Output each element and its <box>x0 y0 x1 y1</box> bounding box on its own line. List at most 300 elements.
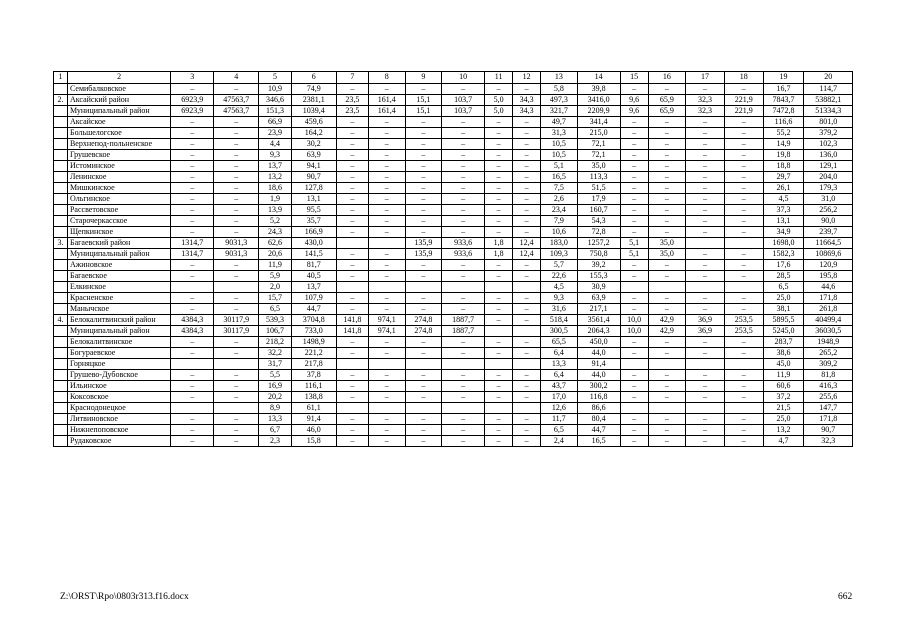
value-cell: 5,0 <box>485 95 513 106</box>
value-cell: – <box>648 425 686 436</box>
column-number-cell: 20 <box>804 72 853 84</box>
value-cell <box>369 282 406 293</box>
value-cell: – <box>442 414 485 425</box>
value-cell: – <box>405 183 442 194</box>
value-cell: 933,6 <box>442 238 485 249</box>
value-cell <box>686 359 725 370</box>
column-number-cell: 4 <box>214 72 259 84</box>
value-cell: – <box>336 293 368 304</box>
row-index-cell <box>54 348 68 359</box>
value-cell: – <box>442 436 485 447</box>
table-row <box>54 293 853 304</box>
value-cell: 107,9 <box>291 293 336 304</box>
value-cell: – <box>686 172 725 183</box>
value-cell: 10,5 <box>541 139 578 150</box>
table-row <box>54 227 853 238</box>
value-cell: – <box>620 436 648 447</box>
value-cell: – <box>405 370 442 381</box>
column-number-cell: 17 <box>686 72 725 84</box>
value-cell: 217,1 <box>577 304 620 315</box>
value-cell: – <box>214 172 259 183</box>
value-cell: 161,4 <box>369 95 406 106</box>
table-row <box>54 326 853 337</box>
value-cell: – <box>369 161 406 172</box>
value-cell: 265,2 <box>804 348 853 359</box>
value-cell: 974,1 <box>369 326 406 337</box>
value-cell: – <box>513 381 541 392</box>
value-cell: – <box>214 271 259 282</box>
value-cell: 341,4 <box>577 117 620 128</box>
value-cell <box>171 282 214 293</box>
value-cell: 539,3 <box>259 315 291 326</box>
value-cell: – <box>369 128 406 139</box>
value-cell: – <box>686 249 725 260</box>
table-head <box>54 72 853 84</box>
value-cell: – <box>405 293 442 304</box>
value-cell: – <box>171 150 214 161</box>
value-cell: 3704,8 <box>291 315 336 326</box>
value-cell: 309,2 <box>804 359 853 370</box>
value-cell: – <box>724 216 763 227</box>
value-cell: – <box>620 370 648 381</box>
table-row <box>54 161 853 172</box>
value-cell <box>686 282 725 293</box>
value-cell: 80,4 <box>577 414 620 425</box>
territory-name-cell: Багаевское <box>67 271 170 282</box>
value-cell: – <box>442 128 485 139</box>
value-cell: – <box>485 436 513 447</box>
value-cell: – <box>620 227 648 238</box>
value-cell: – <box>686 150 725 161</box>
value-cell: 32,2 <box>259 348 291 359</box>
value-cell: – <box>648 139 686 150</box>
value-cell: – <box>336 128 368 139</box>
value-cell: 44,7 <box>291 304 336 315</box>
value-cell: – <box>405 84 442 95</box>
value-cell: 416,3 <box>804 381 853 392</box>
value-cell: – <box>620 128 648 139</box>
value-cell <box>485 282 513 293</box>
value-cell: – <box>648 414 686 425</box>
value-cell: – <box>369 348 406 359</box>
value-cell: – <box>648 216 686 227</box>
territory-name-cell: Старочеркасское <box>67 216 170 227</box>
value-cell: – <box>214 227 259 238</box>
value-cell: 15,1 <box>405 95 442 106</box>
value-cell: – <box>336 249 368 260</box>
table-row <box>54 436 853 447</box>
value-cell: 102,3 <box>804 139 853 150</box>
value-cell: – <box>620 381 648 392</box>
table-row <box>54 205 853 216</box>
value-cell: – <box>620 172 648 183</box>
value-cell: 9,3 <box>259 150 291 161</box>
value-cell: – <box>513 348 541 359</box>
value-cell: 274,8 <box>405 326 442 337</box>
value-cell: – <box>485 128 513 139</box>
value-cell: – <box>171 227 214 238</box>
value-cell <box>620 282 648 293</box>
value-cell: 253,5 <box>724 326 763 337</box>
value-cell: – <box>620 337 648 348</box>
value-cell: 13,7 <box>291 282 336 293</box>
row-index-cell: 2. <box>54 95 68 106</box>
value-cell: 94,1 <box>291 161 336 172</box>
value-cell: 10,6 <box>541 227 578 238</box>
value-cell: 7,5 <box>541 183 578 194</box>
value-cell: 28,5 <box>763 271 804 282</box>
value-cell: 13,1 <box>763 216 804 227</box>
value-cell: – <box>442 139 485 150</box>
value-cell: 160,7 <box>577 205 620 216</box>
value-cell: – <box>214 293 259 304</box>
value-cell: 109,3 <box>541 249 578 260</box>
value-cell: 30117,9 <box>214 326 259 337</box>
value-cell: – <box>485 260 513 271</box>
value-cell: 217,8 <box>291 359 336 370</box>
value-cell: 221,9 <box>724 106 763 117</box>
value-cell: – <box>171 128 214 139</box>
value-cell: 1,9 <box>259 194 291 205</box>
value-cell: – <box>686 139 725 150</box>
value-cell: – <box>336 183 368 194</box>
value-cell: – <box>686 128 725 139</box>
value-cell: 23,5 <box>336 95 368 106</box>
value-cell: – <box>686 183 725 194</box>
value-cell: – <box>485 227 513 238</box>
value-cell: 34,3 <box>513 106 541 117</box>
value-cell: – <box>405 117 442 128</box>
value-cell: 38,6 <box>763 348 804 359</box>
value-cell: 5895,5 <box>763 315 804 326</box>
column-number-cell: 19 <box>763 72 804 84</box>
territory-name-cell: Муниципальный район <box>67 249 170 260</box>
value-cell: 135,9 <box>405 238 442 249</box>
data-table <box>53 71 853 447</box>
value-cell: – <box>214 414 259 425</box>
value-cell: 21,5 <box>763 403 804 414</box>
value-cell: 283,7 <box>763 337 804 348</box>
value-cell: – <box>214 128 259 139</box>
value-cell: – <box>405 425 442 436</box>
value-cell: 171,8 <box>804 414 853 425</box>
value-cell <box>442 403 485 414</box>
value-cell: – <box>648 150 686 161</box>
value-cell: 12,6 <box>541 403 578 414</box>
value-cell: – <box>686 370 725 381</box>
value-cell: 1948,9 <box>804 337 853 348</box>
value-cell <box>724 403 763 414</box>
value-cell <box>442 359 485 370</box>
table-row <box>54 381 853 392</box>
value-cell: 5,8 <box>541 84 578 95</box>
value-cell: – <box>171 293 214 304</box>
value-cell: 9031,3 <box>214 238 259 249</box>
value-cell: 37,8 <box>291 370 336 381</box>
value-cell: – <box>513 414 541 425</box>
value-cell: – <box>405 172 442 183</box>
value-cell: – <box>724 117 763 128</box>
value-cell: – <box>442 161 485 172</box>
row-index-cell <box>54 359 68 370</box>
value-cell: – <box>485 216 513 227</box>
value-cell <box>442 282 485 293</box>
territory-name-cell: Грушево-Дубовское <box>67 370 170 381</box>
value-cell: – <box>442 260 485 271</box>
value-cell: 35,7 <box>291 216 336 227</box>
value-cell <box>648 359 686 370</box>
value-cell: 9,6 <box>620 95 648 106</box>
value-cell: 31,0 <box>804 194 853 205</box>
row-index-cell <box>54 117 68 128</box>
value-cell: 136,0 <box>804 150 853 161</box>
value-cell: – <box>724 414 763 425</box>
value-cell: – <box>214 183 259 194</box>
value-cell: 141,5 <box>291 249 336 260</box>
value-cell: 35,0 <box>648 238 686 249</box>
column-number-cell: 3 <box>171 72 214 84</box>
value-cell: – <box>171 304 214 315</box>
value-cell: – <box>686 414 725 425</box>
value-cell: 5,1 <box>620 249 648 260</box>
value-cell: 7,9 <box>541 216 578 227</box>
value-cell: – <box>336 425 368 436</box>
value-cell: 61,1 <box>291 403 336 414</box>
value-cell: – <box>513 150 541 161</box>
value-cell: – <box>369 381 406 392</box>
value-cell: – <box>648 392 686 403</box>
value-cell: 13,2 <box>259 172 291 183</box>
value-cell: – <box>336 84 368 95</box>
value-cell: – <box>485 293 513 304</box>
value-cell: – <box>336 271 368 282</box>
table-row <box>54 348 853 359</box>
value-cell: – <box>513 425 541 436</box>
column-number-cell: 2 <box>67 72 170 84</box>
value-cell <box>485 403 513 414</box>
value-cell: – <box>686 381 725 392</box>
row-index-cell <box>54 271 68 282</box>
row-index-cell: 4. <box>54 315 68 326</box>
value-cell: – <box>369 414 406 425</box>
value-cell: 256,2 <box>804 205 853 216</box>
column-number-cell: 16 <box>648 72 686 84</box>
value-cell: 7472,8 <box>763 106 804 117</box>
value-cell <box>513 359 541 370</box>
value-cell: 74,9 <box>291 84 336 95</box>
value-cell: 23,4 <box>541 205 578 216</box>
territory-name-cell: Истоминское <box>67 161 170 172</box>
value-cell: 51,5 <box>577 183 620 194</box>
value-cell: 11,9 <box>763 370 804 381</box>
value-cell: – <box>442 370 485 381</box>
value-cell <box>214 282 259 293</box>
value-cell: 38,1 <box>763 304 804 315</box>
territory-name-cell: Аксайское <box>67 117 170 128</box>
territory-name-cell: Рудаковское <box>67 436 170 447</box>
row-index-cell <box>54 150 68 161</box>
value-cell: 10,0 <box>620 315 648 326</box>
value-cell: 5,5 <box>259 370 291 381</box>
column-number-cell: 12 <box>513 72 541 84</box>
value-cell: – <box>214 194 259 205</box>
value-cell: 1039,4 <box>291 106 336 117</box>
value-cell: – <box>513 315 541 326</box>
value-cell: – <box>648 172 686 183</box>
value-cell: – <box>513 161 541 172</box>
value-cell: – <box>369 172 406 183</box>
value-cell: 2064,3 <box>577 326 620 337</box>
value-cell: – <box>485 161 513 172</box>
value-cell: – <box>620 194 648 205</box>
value-cell: 91,4 <box>577 359 620 370</box>
value-cell: 66,9 <box>259 117 291 128</box>
value-cell: 36,9 <box>686 326 725 337</box>
value-cell: – <box>620 260 648 271</box>
value-cell: 24,3 <box>259 227 291 238</box>
value-cell: 13,3 <box>541 359 578 370</box>
value-cell: – <box>369 249 406 260</box>
row-index-cell <box>54 128 68 139</box>
value-cell: 1887,7 <box>442 315 485 326</box>
value-cell: 91,4 <box>291 414 336 425</box>
value-cell: – <box>485 304 513 315</box>
value-cell: – <box>369 304 406 315</box>
value-cell <box>648 403 686 414</box>
table-row <box>54 139 853 150</box>
value-cell: – <box>171 381 214 392</box>
value-cell: 37,3 <box>763 205 804 216</box>
territory-name-cell: Большелогское <box>67 128 170 139</box>
value-cell: – <box>620 150 648 161</box>
column-number-cell: 10 <box>442 72 485 84</box>
territory-name-cell: Муниципальный район <box>67 106 170 117</box>
value-cell: 16,7 <box>763 84 804 95</box>
value-cell: 129,1 <box>804 161 853 172</box>
value-cell: – <box>485 205 513 216</box>
value-cell: – <box>686 392 725 403</box>
column-number-cell: 13 <box>541 72 578 84</box>
value-cell: – <box>405 205 442 216</box>
table-row <box>54 84 853 95</box>
value-cell: 72,8 <box>577 227 620 238</box>
value-cell: 11,9 <box>259 260 291 271</box>
value-cell: 9,6 <box>620 106 648 117</box>
value-cell: – <box>724 183 763 194</box>
value-cell: 116,8 <box>577 392 620 403</box>
value-cell: – <box>336 392 368 403</box>
value-cell: 179,3 <box>804 183 853 194</box>
value-cell: – <box>648 260 686 271</box>
value-cell: – <box>724 381 763 392</box>
value-cell: – <box>513 139 541 150</box>
value-cell: 13,1 <box>291 194 336 205</box>
value-cell: – <box>620 161 648 172</box>
value-cell <box>485 359 513 370</box>
value-cell <box>724 238 763 249</box>
value-cell: 81,7 <box>291 260 336 271</box>
value-cell: – <box>724 370 763 381</box>
value-cell: – <box>686 117 725 128</box>
value-cell: – <box>724 337 763 348</box>
value-cell: – <box>648 161 686 172</box>
value-cell: – <box>620 271 648 282</box>
value-cell: 103,7 <box>442 95 485 106</box>
row-index-cell <box>54 205 68 216</box>
value-cell: – <box>336 337 368 348</box>
value-cell <box>513 403 541 414</box>
table-row <box>54 315 853 326</box>
table-row <box>54 216 853 227</box>
value-cell: 15,7 <box>259 293 291 304</box>
value-cell: – <box>620 425 648 436</box>
value-cell: – <box>485 370 513 381</box>
row-index-cell <box>54 84 68 95</box>
value-cell: – <box>405 194 442 205</box>
row-index-cell <box>54 403 68 414</box>
value-cell: 30,2 <box>291 139 336 150</box>
value-cell: 16,9 <box>259 381 291 392</box>
territory-name-cell: Мишкинское <box>67 183 170 194</box>
value-cell: 12,4 <box>513 249 541 260</box>
value-cell: – <box>620 183 648 194</box>
row-index-cell: 3. <box>54 238 68 249</box>
value-cell: – <box>442 117 485 128</box>
value-cell: 6,5 <box>541 425 578 436</box>
value-cell: 114,7 <box>804 84 853 95</box>
column-number-cell: 18 <box>724 72 763 84</box>
value-cell: 47563,7 <box>214 95 259 106</box>
value-cell: 36,9 <box>686 315 725 326</box>
value-cell: – <box>171 337 214 348</box>
value-cell: 253,5 <box>724 315 763 326</box>
row-index-cell <box>54 282 68 293</box>
value-cell: – <box>171 139 214 150</box>
territory-name-cell: Муниципальный район <box>67 326 170 337</box>
value-cell: 6,7 <box>259 425 291 436</box>
value-cell: 65,9 <box>648 95 686 106</box>
value-cell: – <box>171 425 214 436</box>
value-cell: 44,0 <box>577 370 620 381</box>
value-cell: 40,5 <box>291 271 336 282</box>
value-cell: 5,1 <box>620 238 648 249</box>
value-cell: – <box>214 348 259 359</box>
value-cell: 2,4 <box>541 436 578 447</box>
row-index-cell <box>54 260 68 271</box>
value-cell: 35,0 <box>648 249 686 260</box>
table-row <box>54 128 853 139</box>
value-cell: 72,1 <box>577 139 620 150</box>
value-cell: 120,9 <box>804 260 853 271</box>
value-cell: – <box>369 84 406 95</box>
value-cell: – <box>369 183 406 194</box>
value-cell: – <box>442 304 485 315</box>
value-cell: – <box>485 172 513 183</box>
table-row <box>54 172 853 183</box>
value-cell: – <box>724 436 763 447</box>
column-number-cell: 6 <box>291 72 336 84</box>
value-cell: – <box>442 183 485 194</box>
table-row <box>54 392 853 403</box>
value-cell: – <box>214 337 259 348</box>
value-cell <box>724 282 763 293</box>
value-cell <box>620 403 648 414</box>
value-cell: – <box>724 304 763 315</box>
value-cell: 459,6 <box>291 117 336 128</box>
value-cell: 44,7 <box>577 425 620 436</box>
table-row <box>54 425 853 436</box>
column-number-cell: 7 <box>336 72 368 84</box>
